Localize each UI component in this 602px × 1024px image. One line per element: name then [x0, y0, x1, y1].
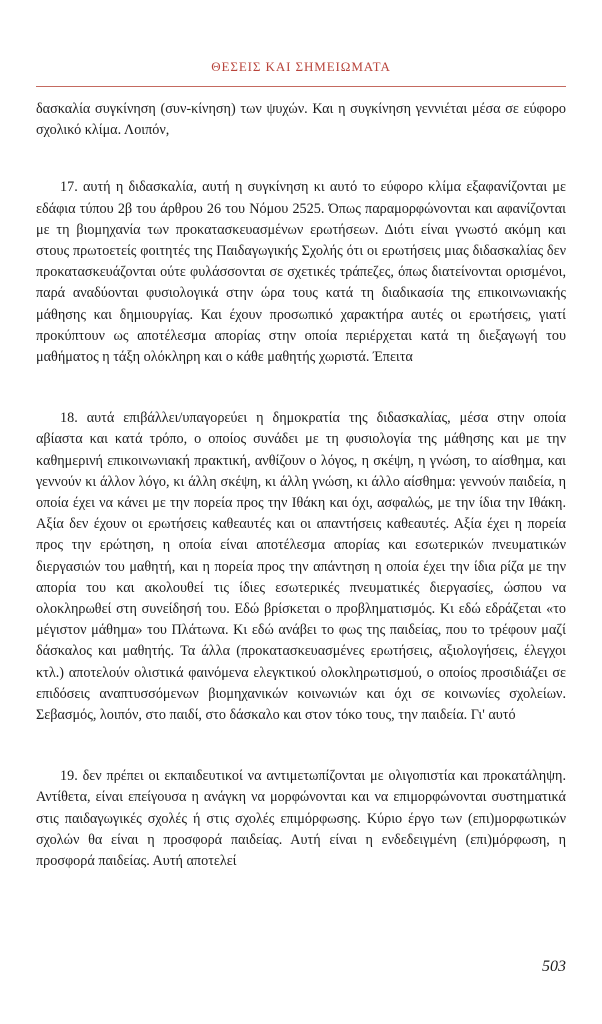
header-rule — [36, 86, 566, 87]
paragraph-17: 17. αυτή η διδασκαλία, αυτή η συγκίνηση κι αυτό το εύφορο κλίμα εξαφανίζονται με εδάφια τύπου 2β του άρθρου 26 του Νόμου 2525. Όπως παραμορφώνονται και αφανίζονται με τη βιομηχανία των προκατασκευασμένων ερωτήσεων. Διότι είναι γνωστό ακόμη και στους πρωτοετείς φοιτητές της Παιδαγωγικής Σχολής ότι οι ερωτήσεις μιας διδασκαλίας δεν προκατασκευάζονται ούτε φυλάσσονται σε σχετικές τράπεζες, όπως διατείνονται ορισμένοι, παρά αναδύονται φυσιολογικά στην ώρα τους κατά τη διαδικασία της επικοινωνιακής μάθησης και δημιουργίας. Και έχουν προσωπικό χαρακτήρα αυτές οι ερωτήσεις, γιατί προκύπτουν ως αποτέλεσμα απορίας στην οποία περιέρχεται κατά τη διεξαγωγή του μαθήματος η τάξη ολόκληρη και ο κάθε μαθητής χωριστά. Έπειτα — [36, 179, 566, 366]
running-head-title: ΘΕΣΕΙΣ ΚΑΙ ΣΗΜΕΙΩΜΑΤΑ — [211, 59, 391, 74]
page-number: 503 — [542, 958, 566, 975]
body-text — [36, 99, 566, 872]
paragraph-19: 19. δεν πρέπει οι εκπαιδευτικοί να αντιμετωπίζονται με ολιγοπιστία και προκατάληψη. Αντίθετα, είναι επείγουσα η ανάγκη να μορφώνονται και να επιμορφώνονται συστηματικά στις παιδαγωγικές σχολές ή στις σχολές επιμόρφωσης. Κύριο έργο των (επι)μορφωτικών σχολών θα είναι η προσφορά παιδείας. Αυτή είναι η ενδεδειγμένη (επι)μόρφωση, η προσφορά παιδείας. Αυτή αποτελεί — [36, 768, 566, 870]
paragraph-18: 18. αυτά επιβάλλει/υπαγορεύει η δημοκρατία της διδασκαλίας, μέσα στην οποία αβίαστα και κατά τρόπο, ο οποίος συνάδει με τη φυσιολογία της μάθησης και με την καθημερινή επικοινωνιακή πρακτική, ανθίζουν ο λόγος, η σκέψη, η γνώση, το αίσθημα, και γεννούν κι άλλον λόγο, κι άλλη σκέψη, κι άλλη γνώση, κι άλλο αίσθημα: γεννούν παιδεία, η οποία έχει να κάνει με την πορεία προς την Ιθάκη και όχι, ασφαλώς, με την ίδια την Ιθάκη. Αξία δεν έχουν οι ερωτήσεις καθεαυτές και οι απαντήσεις καθεαυτές. Αξία έχει η πορεία προς την ερώτηση, η οποία είναι αποτέλεσμα απορίας και εσωτερικών πνευματικών διεργασιών του μαθητή, και η πορεία προς την απάντηση η οποία έχει την ίδια ρίζα με την απορία του και ακολουθεί τις ίδιες εσωτερικές πνευματικές διεργασίες, ώσπου να ολοκληρωθεί στη συνείδησή του. Εδώ βρίσκεται ο προβληματισμός. Κι εδώ εδράζεται «το μέγιστον μάθημα» του Πλάτωνα. Κι εδώ ανάβει το φως της παιδείας, που το τρέφουν μαζί δάσκαλος και μαθητής. Τα άλλα (προκατασκευασμένες ερωτήσεις, αξιολογήσεις, έλεγχοι κτλ.) αποτελούν ολιστικά φαινόμενα ελεγκτικού ολοκληρωτισμού, ο οποίος προσιδιάζει σε επιδόσεις αναπτυσσόμενων βιομηχανικών κοινωνιών και όχι σε κοινωνίες σχολείων. Σεβασμός, λοιπόν, στο παιδί, στο δάσκαλο και στον τόκο τους, την παιδεία. Γι' αυτό — [36, 410, 566, 724]
paragraph-continuation: δασκαλία συγκίνηση (συν-κίνηση) των ψυχών. Και η συγκίνηση γεννιέται μέσα σε εύφορο σχολικό κλίμα. Λοιπόν, — [36, 101, 566, 139]
